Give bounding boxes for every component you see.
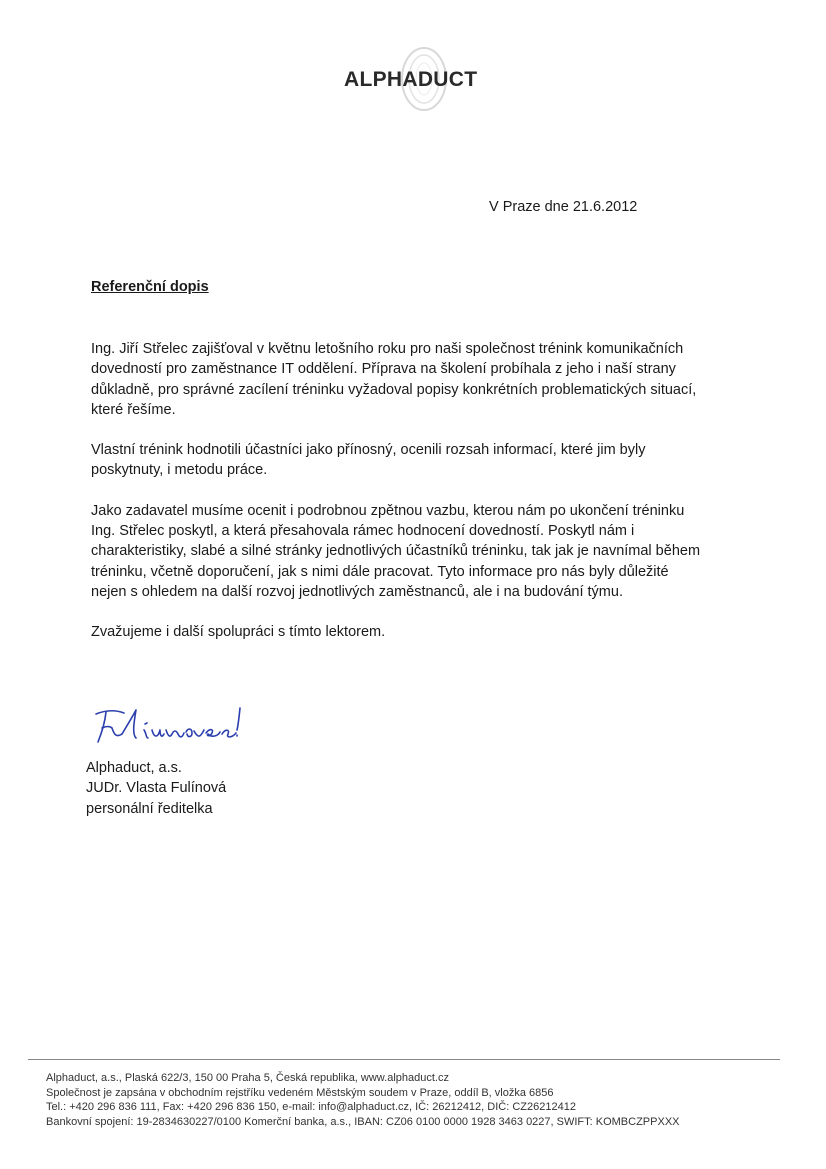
company-logo: [336, 46, 506, 114]
footer-bank: Bankovní spojení: 19-2834630227/0100 Komerční banka, a.s., IBAN: CZ06 0100 0000 1928 3463 0227, SWIFT: KOMBCZPPXXX: [46, 1115, 680, 1128]
signature-block: [86, 758, 226, 819]
letter-body: [91, 339, 741, 663]
letter-date: V Praze dne 21.6.2012: [489, 199, 638, 215]
text-line: které řešíme.: [91, 401, 176, 418]
text-line: Jako zadavatel musíme ocenit i podrobnou zpětnou vazbu, kterou nám po ukončení tréninku: [91, 502, 685, 519]
footer-divider: [28, 1059, 780, 1060]
footer-registry: Společnost je zapsána v obchodním rejstříku vedeném Městským soudem v Praze, oddíl B, vložka 6856: [46, 1086, 554, 1099]
text-line: Ing. Střelec poskytl, a která přesahovala rámec hodnocení dovedností. Poskytl nám i: [91, 523, 635, 540]
text-line: tréninku, včetně doporučení, jak s nimi dále pracovat. Tyto informace pro nás byly důležité: [91, 563, 669, 580]
signer-title: personální ředitelka: [86, 800, 213, 817]
text-line: Zvažujeme i další spolupráci s tímto lektorem.: [91, 624, 386, 641]
footer-contact: Tel.: +420 296 836 111, Fax: +420 296 836 150, e-mail: info@alphaduct.cz, IČ: 26212412, DIČ: CZ26212412: [46, 1101, 576, 1114]
text-line: charakteristiky, slabé a silné stránky jednotlivých účastníků tréninku, tak jak je navnímal během: [91, 543, 701, 560]
text-line: poskytnuty, i metodu práce.: [91, 462, 268, 479]
signer-company: Alphaduct, a.s.: [86, 760, 182, 776]
text-line: důkladně, pro správné zacílení tréninku vyžadoval popisy konkrétních problematických situací,: [91, 381, 697, 398]
text-line: dovedností pro zaměstnance IT oddělení. Příprava na školení probíhala z jeho i naší strany: [91, 361, 676, 378]
text-line: nejen s ohledem na další rozvoj jednotlivých zaměstnanců, ale i na budování týmu.: [91, 583, 623, 600]
paragraph-1: [91, 339, 741, 420]
paragraph-4: [91, 622, 741, 642]
text-line: Vlastní trénink hodnotili účastníci jako přínosný, ocenili rozsah informací, které jim byly: [91, 442, 646, 459]
footer-address: Alphaduct, a.s., Plaská 622/3, 150 00 Praha 5, Česká republika, www.alphaduct.cz: [46, 1072, 449, 1084]
letter-subject: Referenční dopis: [91, 279, 209, 295]
paragraph-2: [91, 440, 741, 481]
text-line: Ing. Jiří Střelec zajišťoval v květnu letošního roku pro naši společnost trénink komunikačních: [91, 341, 684, 357]
logo-text: ALPHADUCT: [344, 68, 478, 91]
handwritten-signature: [92, 700, 252, 752]
signer-name: JUDr. Vlasta Fulínová: [86, 780, 227, 797]
paragraph-3: [91, 501, 741, 602]
footer: [46, 1071, 806, 1129]
